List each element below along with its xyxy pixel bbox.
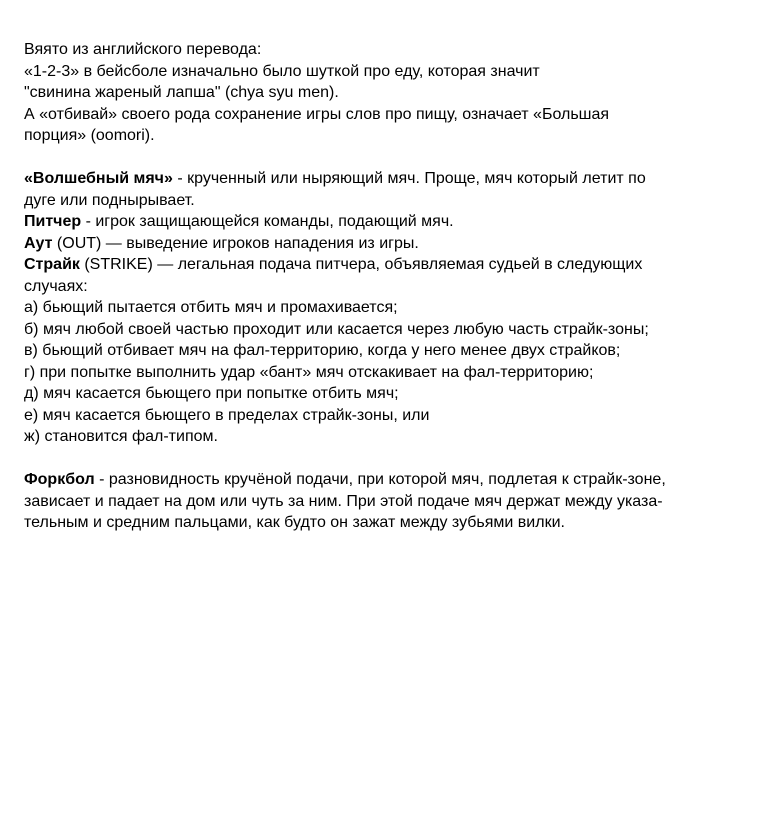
strike-entry <box>24 254 749 448</box>
glossary-document <box>24 39 749 534</box>
strike-definition: (STRIKE) — легальная подача питчера, объявляемая судьей в следующих <box>79 256 643 273</box>
strike-case: ж) становится фал-типом. <box>24 428 218 445</box>
intro-line: порция» (oomori). <box>24 127 155 144</box>
magic-ball-term: «Волшебный мяч» <box>24 170 173 187</box>
forkball-definition: - разновидность кручёной подачи, при которой мяч, подлетая к страйк-зоне, <box>94 471 666 488</box>
intro-line: "свинина жареный лапша" (chya syu men). <box>24 84 339 101</box>
forkball-term: Форкбол <box>24 471 95 488</box>
intro-paragraph <box>24 39 749 147</box>
magic-ball-definition: - крученный или ныряющий мяч. Проще, мяч который летит по <box>172 170 646 187</box>
strike-case: б) мяч любой своей частью проходит или касается через любую часть страйк-зоны; <box>24 320 649 338</box>
pitcher-term: Питчер <box>24 213 82 230</box>
intro-line: Вяято из английского перевода: <box>24 41 262 58</box>
out-term: Аут <box>24 234 53 252</box>
strike-case: е) мяч касается бьющего в пределах страйк-зоны, или <box>24 406 430 424</box>
intro-line: А «отбивай» своего рода сохранение игры слов про пищу, означает «Большая <box>24 105 610 123</box>
strike-case: а) бьющий пытается отбить мяч и промахивается; <box>24 299 398 316</box>
out-definition: (OUT) — выведение игроков нападения из игры. <box>52 234 419 252</box>
magic-ball-line <box>24 168 749 190</box>
strike-case: д) мяч касается бьющего при попытке отбить мяч; <box>24 385 399 402</box>
strike-case: в) бьющий отбивает мяч на фал-территорию, когда у него менее двух страйков; <box>24 342 621 359</box>
magic-ball-line: дуге или поднырывает. <box>24 191 195 209</box>
strike-term: Страйк <box>24 256 80 273</box>
strike-line <box>24 254 749 276</box>
forkball-line: тельным и средним пальцами, как будто он зажат между зубьями вилки. <box>24 514 565 531</box>
pitcher-entry <box>24 211 749 233</box>
pitcher-definition: - игрок защищающейся команды, подающий мяч. <box>81 213 454 230</box>
paragraph-spacer <box>24 448 749 470</box>
intro-line: «1-2-3» в бейсболе изначально было шуткой про еду, которая значит <box>24 62 540 80</box>
out-line <box>24 233 749 255</box>
magic-ball-entry <box>24 168 749 211</box>
strike-line: случаях: <box>24 277 88 295</box>
pitcher-line <box>24 211 749 233</box>
out-entry <box>24 233 749 255</box>
paragraph-spacer <box>24 147 749 169</box>
forkball-line <box>24 469 749 491</box>
forkball-entry <box>24 469 749 534</box>
strike-case: г) при попытке выполнить удар «бант» мяч отскакивает на фал-территорию; <box>24 363 594 381</box>
forkball-line: зависает и падает на дом или чуть за ним. При этой подаче мяч держат между указа- <box>24 492 663 510</box>
